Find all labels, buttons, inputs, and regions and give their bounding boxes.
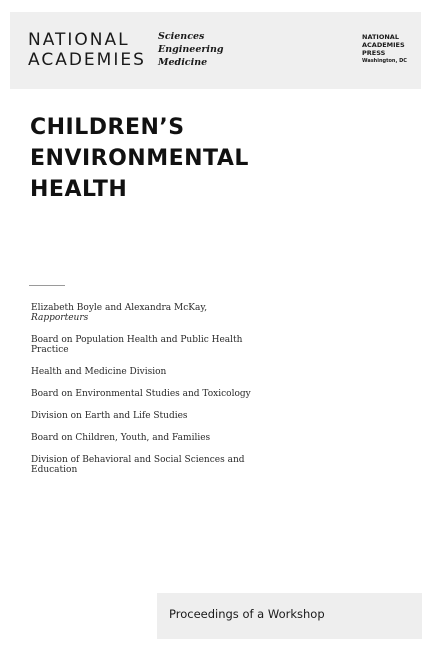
logo-line-1: NATIONAL <box>28 30 130 50</box>
title-line-3: HEALTH <box>30 177 128 202</box>
unit-entry: Board on Population Health and Public Health Practice <box>31 335 243 355</box>
tagline-sciences: Sciences <box>158 31 205 42</box>
logo-tagline <box>158 30 224 69</box>
unit-entry: Board on Environmental Studies and Toxicology <box>31 389 251 399</box>
unit-entry: Health and Medicine Division <box>31 367 167 377</box>
contributors-list <box>31 303 271 487</box>
tagline-engineering: Engineering <box>158 44 224 55</box>
rapporteurs-entry <box>31 303 271 323</box>
proceedings-label: Proceedings of a Workshop <box>169 607 325 621</box>
footer-band <box>157 593 422 639</box>
press-location: Washington, DC <box>362 58 407 64</box>
title-line-2: ENVIRONMENTAL <box>30 146 249 171</box>
logo-line-2: ACADEMIES <box>28 50 146 70</box>
press-line-1: NATIONAL <box>362 33 399 41</box>
tagline-medicine: Medicine <box>158 57 208 68</box>
unit-entry: Division on Earth and Life Studies <box>31 411 188 421</box>
unit-entry: Division of Behavioral and Social Sciences and Education <box>31 455 245 475</box>
title-line-1: CHILDREN’S <box>30 115 185 140</box>
rapporteurs-role: Rapporteurs <box>31 313 89 323</box>
press-line-2: ACADEMIES <box>362 41 405 49</box>
title-divider <box>29 285 65 286</box>
book-title <box>30 112 330 205</box>
press-line-3: PRESS <box>362 49 386 57</box>
national-academies-logo <box>28 30 146 70</box>
rapporteurs-names: Elizabeth Boyle and Alexandra McKay, <box>31 303 208 313</box>
national-academies-press-logo <box>362 33 407 65</box>
unit-entry: Board on Children, Youth, and Families <box>31 433 211 443</box>
